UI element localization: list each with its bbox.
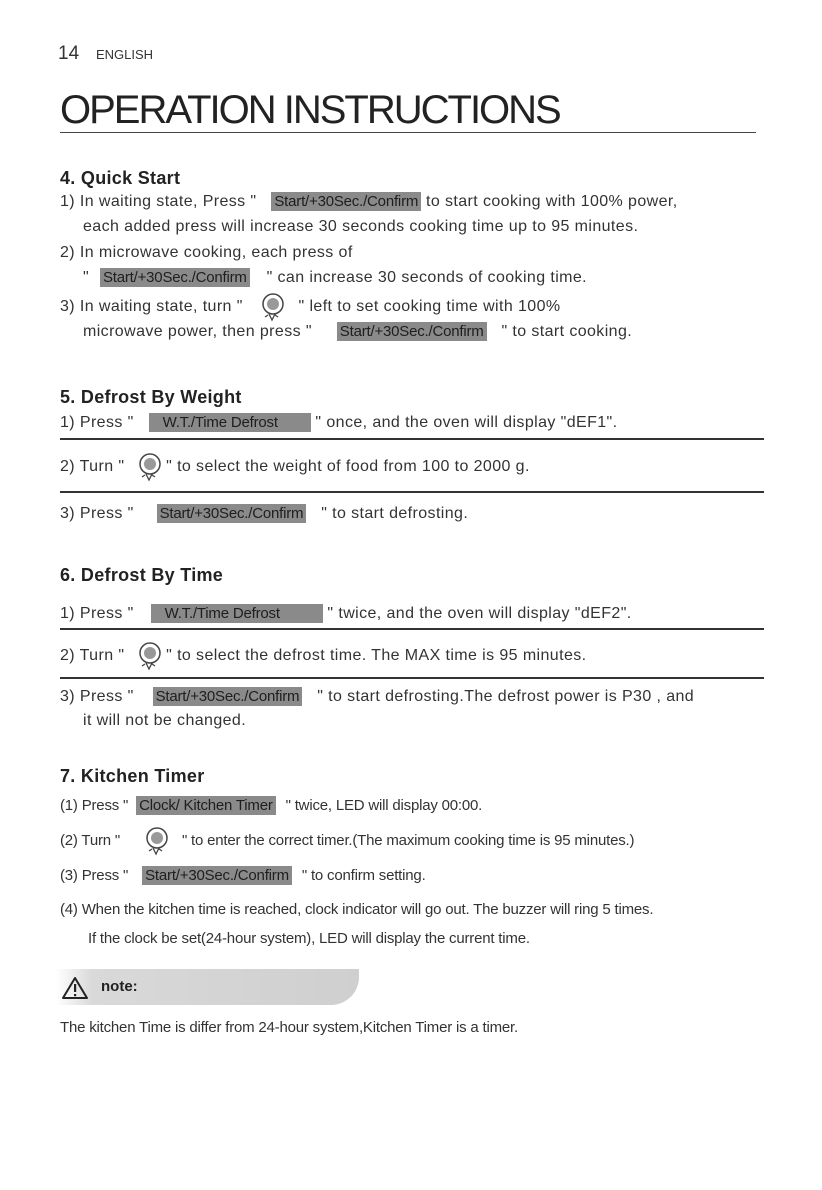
s4-line3-cont xyxy=(83,322,632,341)
text: (3) Press " xyxy=(60,867,129,884)
start-confirm-button: Start/+30Sec./Confirm xyxy=(337,322,487,341)
text: " to start cooking. xyxy=(501,323,633,340)
note-label: note: xyxy=(101,978,138,995)
text: (2) Turn " xyxy=(60,831,121,849)
start-confirm-button: Start/+30Sec./Confirm xyxy=(100,268,250,287)
text: 1) Press " xyxy=(60,605,134,622)
s7-line4-cont: If the clock be set(24-hour system), LED will display the current time. xyxy=(88,930,530,947)
s6-line3-cont: it will not be changed. xyxy=(83,712,247,729)
text: " to enter the correct timer.(The maximum cooking time is 95 minutes.) xyxy=(181,831,635,849)
s7-line1 xyxy=(60,796,482,815)
text: " twice, and the oven will display "dEF2". xyxy=(327,605,632,622)
s7-line4: (4) When the kitchen time is reached, clock indicator will go out. The buzzer will ring 5 times. xyxy=(60,901,654,918)
page-title: OPERATION INSTRUCTIONS xyxy=(60,88,560,132)
s4-line3 xyxy=(60,292,561,322)
text: 1) Press " xyxy=(60,414,134,431)
s7-line3 xyxy=(60,866,426,885)
text: 3) Press " xyxy=(60,688,134,705)
dial-knob-icon xyxy=(137,452,163,482)
warning-triangle-icon xyxy=(61,976,89,1005)
page-number: 14 xyxy=(58,43,80,64)
title-underline xyxy=(60,132,756,133)
text: microwave power, then press " xyxy=(83,323,312,340)
text: " twice, LED will display 00:00. xyxy=(285,797,483,814)
s4-line2-cont xyxy=(83,268,587,287)
dial-knob-icon xyxy=(260,292,286,322)
text: " to confirm setting. xyxy=(301,867,426,884)
divider xyxy=(60,677,764,679)
wt-time-defrost-button: W.T./Time Defrost xyxy=(151,604,323,623)
text: 3) Press " xyxy=(60,505,134,522)
dial-knob-icon xyxy=(144,826,170,856)
s5-line2 xyxy=(60,452,530,482)
text: " can increase 30 seconds of cooking time. xyxy=(266,269,588,286)
text: " left to set cooking time with 100% xyxy=(298,298,561,316)
s7-line2 xyxy=(60,826,634,856)
s5-line3 xyxy=(60,504,468,523)
s4-line2: 2) In microwave cooking, each press of xyxy=(60,244,353,261)
dial-knob-icon xyxy=(137,641,163,671)
text: 3) In waiting state, turn " xyxy=(60,298,243,316)
clock-kitchen-timer-button: Clock/ Kitchen Timer xyxy=(136,796,276,815)
text: 2) Turn " xyxy=(60,458,125,476)
section-heading-kitchen-timer: 7. Kitchen Timer xyxy=(60,766,205,786)
language-label: ENGLISH xyxy=(96,47,154,62)
s6-line1 xyxy=(60,604,632,623)
s4-line1-cont: each added press will increase 30 seconds cooking time up to 95 minutes. xyxy=(83,218,639,235)
s6-line3 xyxy=(60,687,694,706)
text: " xyxy=(83,269,90,286)
wt-time-defrost-button: W.T./Time Defrost xyxy=(149,413,311,432)
text: " to select the weight of food from 100 to 2000 g. xyxy=(166,458,530,476)
section-heading-defrost-time: 6. Defrost By Time xyxy=(60,565,224,585)
divider xyxy=(60,438,764,440)
text: 2) Turn " xyxy=(60,647,125,665)
note-text: The kitchen Time is differ from 24-hour system,Kitchen Timer is a timer. xyxy=(60,1019,518,1036)
s5-line1 xyxy=(60,413,617,432)
text: 1) In waiting state, Press " xyxy=(60,193,257,210)
s6-line2 xyxy=(60,641,587,671)
start-confirm-button: Start/+30Sec./Confirm xyxy=(271,192,421,211)
section-heading-quick-start: 4. Quick Start xyxy=(60,168,181,188)
text: " to start defrosting. xyxy=(321,505,469,522)
divider xyxy=(60,628,764,630)
text: to start cooking with 100% power, xyxy=(426,193,678,210)
text: " to select the defrost time. The MAX time is 95 minutes. xyxy=(166,647,587,665)
text: " to start defrosting.The defrost power is P30 , and xyxy=(317,688,695,705)
s4-line1 xyxy=(60,192,678,211)
text: " once, and the oven will display "dEF1". xyxy=(315,414,618,431)
divider xyxy=(60,491,764,493)
start-confirm-button: Start/+30Sec./Confirm xyxy=(157,504,307,523)
note-banner xyxy=(56,969,359,1005)
text: (1) Press " xyxy=(60,797,129,814)
start-confirm-button: Start/+30Sec./Confirm xyxy=(153,687,303,706)
section-heading-defrost-weight: 5. Defrost By Weight xyxy=(60,387,242,407)
start-confirm-button: Start/+30Sec./Confirm xyxy=(142,866,292,885)
